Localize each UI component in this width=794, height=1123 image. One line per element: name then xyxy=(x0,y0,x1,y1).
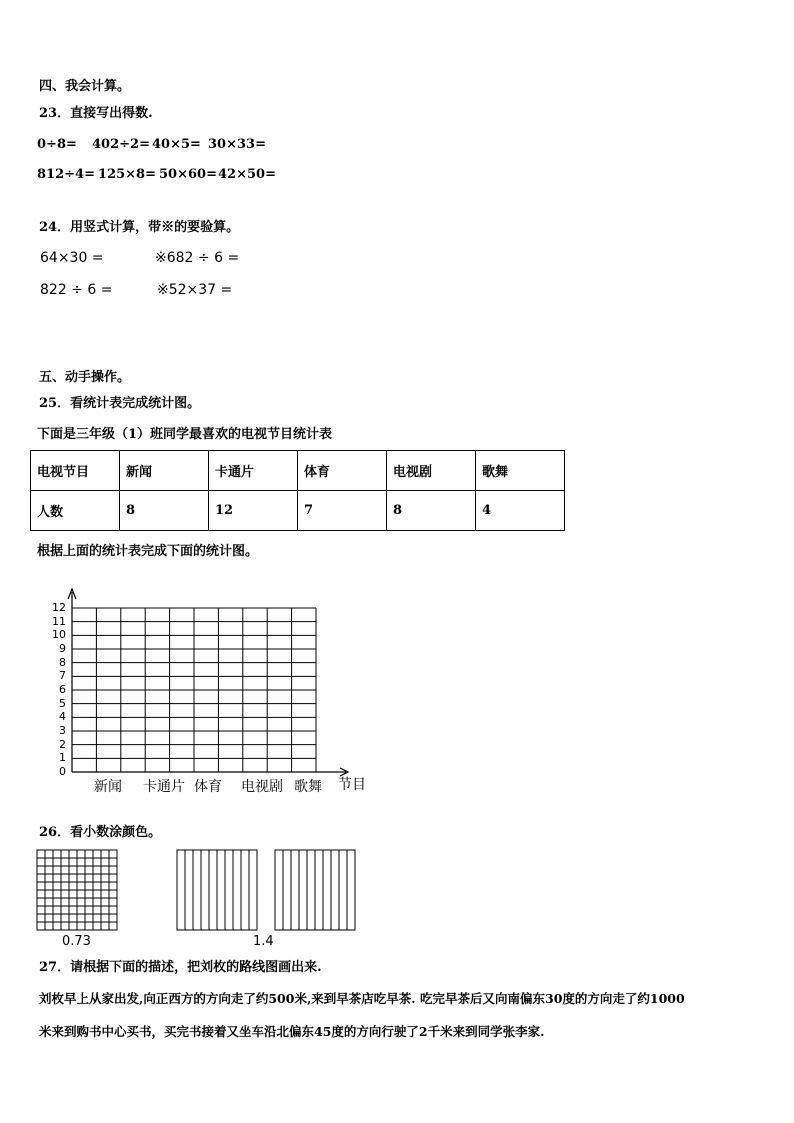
table-cell: 7 xyxy=(298,491,387,531)
q24-expr: 822 ÷ 6 = xyxy=(40,282,113,298)
q24-expr: ※682 ÷ 6 = xyxy=(155,250,240,266)
y-tick-label: 3 xyxy=(59,724,66,737)
y-tick-label: 0 xyxy=(59,765,66,778)
q27-text-line: 米来到购书中心买书，买完书接着又坐车沿北偏东45度的方向行驶了2千米来到同学张李家. xyxy=(39,1024,545,1039)
q23-expr: 42×50= xyxy=(218,167,276,182)
x-category-label: 卡通片 xyxy=(143,779,185,795)
table-caption: 下面是三年级（1）班同学最喜欢的电视节目统计表 xyxy=(37,427,333,442)
x-category-label: 电视剧 xyxy=(241,779,283,795)
table-cell: 体育 xyxy=(298,451,387,491)
y-tick-label: 4 xyxy=(59,710,66,724)
q23-expr: 812÷4= xyxy=(37,167,95,182)
q23-title: 23．直接写出得数. xyxy=(39,106,153,121)
decimal-label: 0.73 xyxy=(62,934,91,949)
chart-instruction: 根据上面的统计表完成下面的统计图。 xyxy=(37,544,259,559)
q25-title: 25．看统计表完成统计图。 xyxy=(39,396,201,411)
y-tick-label: 10 xyxy=(52,628,66,642)
table-cell: 8 xyxy=(387,491,476,531)
q23-expr: 0÷8= xyxy=(37,137,77,152)
table-cell: 新闻 xyxy=(120,451,209,491)
decimal-label: 1.4 xyxy=(253,934,274,949)
table-cell: 4 xyxy=(476,491,565,531)
section-4-heading: 四、我会计算。 xyxy=(39,79,131,94)
y-tick-label: 5 xyxy=(59,696,66,710)
table-cell: 人数 xyxy=(31,491,120,531)
table-cell: 8 xyxy=(120,491,209,531)
q24-expr: 64×30 = xyxy=(40,250,104,266)
q23-expr: 40×5= xyxy=(152,137,201,152)
x-category-label: 歌舞 xyxy=(294,779,322,795)
y-tick-label: 8 xyxy=(59,655,66,669)
table-cell: 12 xyxy=(209,491,298,531)
y-tick-label: 7 xyxy=(59,669,66,683)
x-axis-label: 节目 xyxy=(338,777,366,793)
table-cell: 电视剧 xyxy=(387,451,476,491)
y-tick-label: 1 xyxy=(59,751,66,765)
y-tick-label: 11 xyxy=(52,614,66,628)
q23-expr: 50×60= xyxy=(159,167,217,182)
table-cell: 电视节目 xyxy=(31,451,120,491)
q26-title: 26．看小数涂颜色。 xyxy=(39,825,162,840)
y-tick-label: 12 xyxy=(52,601,66,614)
x-category-label: 新闻 xyxy=(94,779,122,795)
q27-title: 27．请根据下面的描述，把刘枚的路线图画出来. xyxy=(39,960,322,975)
q24-expr: ※52×37 = xyxy=(157,282,233,298)
section-5-heading: 五、动手操作。 xyxy=(39,370,131,385)
table-cell: 卡通片 xyxy=(209,451,298,491)
q24-title: 24．用竖式计算，带※的要验算。 xyxy=(39,220,240,235)
y-tick-label: 9 xyxy=(59,642,66,655)
y-tick-label: 2 xyxy=(59,737,66,751)
q23-expr: 30×33= xyxy=(208,137,266,152)
x-category-label: 体育 xyxy=(194,779,222,795)
y-tick-label: 6 xyxy=(59,683,66,696)
q23-expr: 125×8= xyxy=(98,167,156,182)
table-cell: 歌舞 xyxy=(476,451,565,491)
q27-text-line: 刘枚早上从家出发,向正西方的方向走了约500米,来到早茶店吃早茶. 吃完早茶后又向南偏东30度的方向走了约1000 xyxy=(39,991,685,1006)
q23-expr: 402÷2= xyxy=(92,137,150,152)
